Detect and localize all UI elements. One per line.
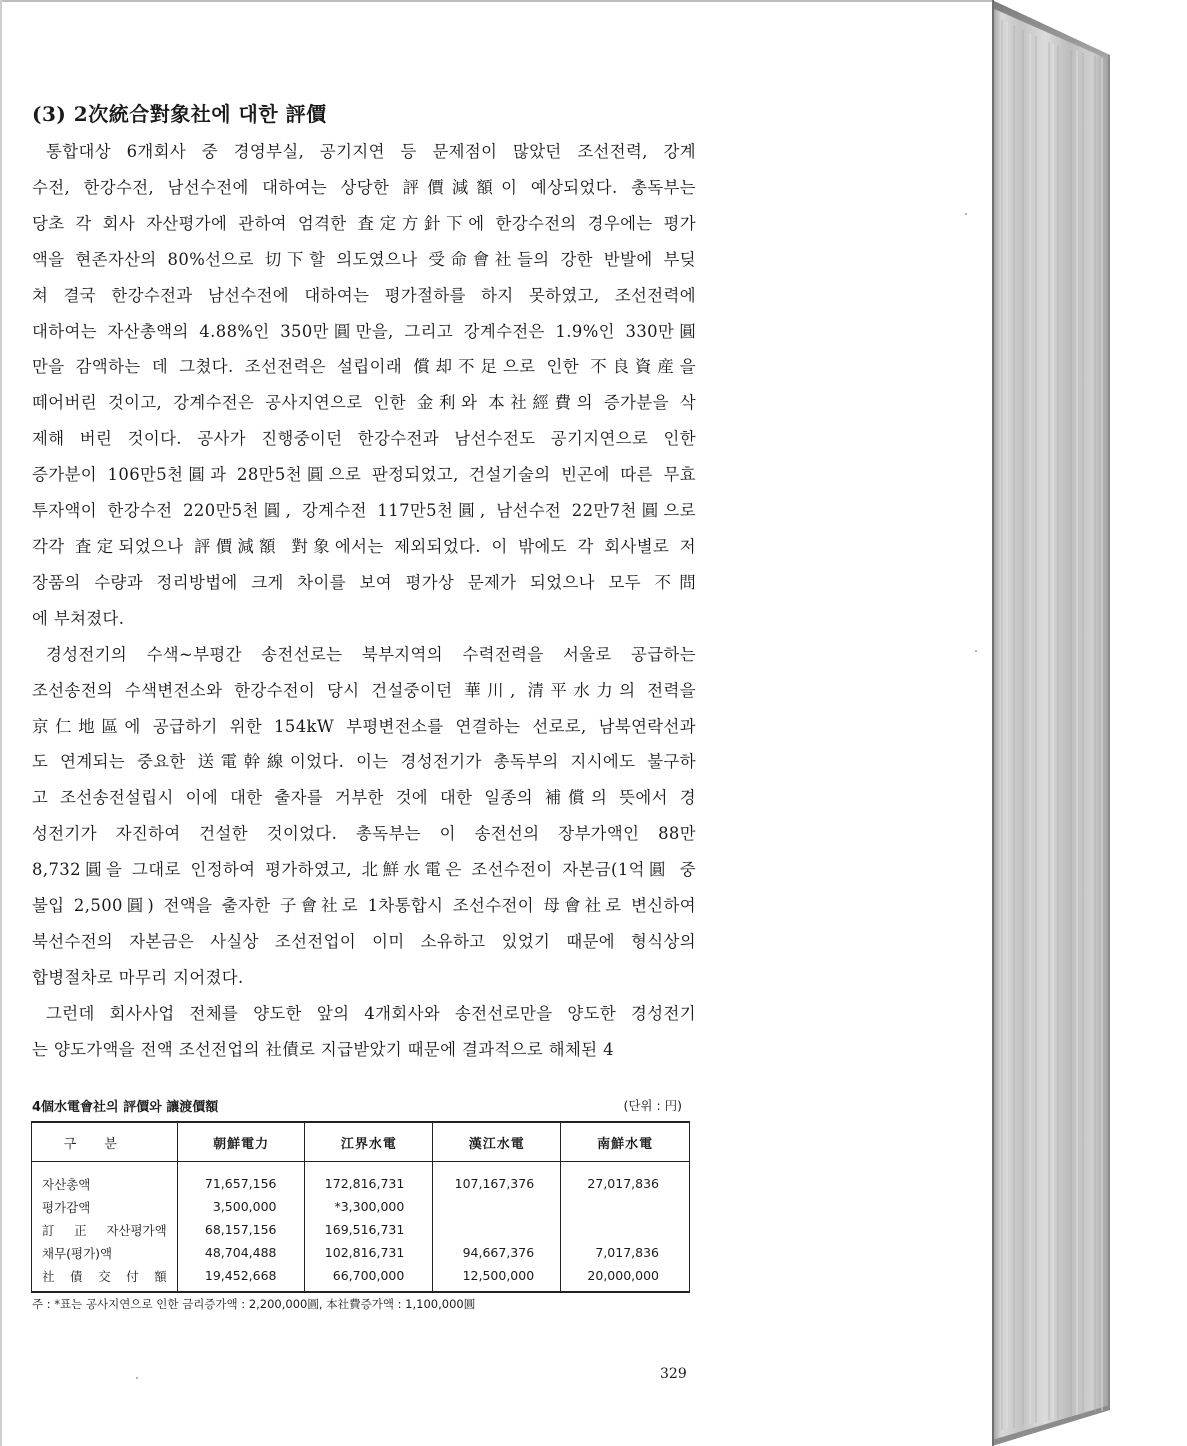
text-line: 수전, 한강수전, 남선수전에 대하여는 상당한 評價減額이 예상되었다. 총독부는 (32, 177, 696, 197)
text-line: 투자액이 한강수전 220만5천圓, 강계수전 117만5천圓, 남선수전 22만7천圓으로 (32, 501, 696, 521)
table-cell: 169,516,731 (305, 1218, 433, 1241)
table-cell: 3,500,000 (177, 1195, 305, 1218)
text-line: 8,732圓을 그대로 인정하여 평가하였고, 北鮮水電은 조선수전이 자본금(1억圓 중 (32, 860, 696, 880)
paragraph (32, 996, 696, 1068)
paragraph (32, 637, 696, 996)
text-line: 통합대상 6개회사 중 경영부실, 공기지연 등 문제점이 많았던 조선전력, 강계 (46, 142, 696, 161)
row-label: 社債交付額 (32, 1264, 178, 1292)
row-label: 평가감액 (32, 1195, 178, 1218)
table-row (32, 1195, 690, 1218)
table-footnote: 주 : *표는 공사지연으로 인한 금리증가액 : 2,200,000圓, 本社費증가액 : 1,100,000圓 (32, 1297, 476, 1311)
text-line: 그런데 회사사업 전체를 양도한 앞의 4개회사와 송전선로만을 양도한 경성전기 (46, 1003, 696, 1023)
row-label: 자산총액 (32, 1162, 178, 1196)
table-cell: 172,816,731 (305, 1162, 433, 1196)
table-cell: 48,704,488 (177, 1241, 305, 1264)
scan-speck (975, 650, 977, 652)
page-left-border (0, 0, 2, 1446)
header-col-4: 南鮮水電 (561, 1122, 690, 1162)
text-line: 성전기가 자진하여 건설한 것이었다. 총독부는 이 송전선의 장부가액인 88만 (32, 824, 696, 844)
text-line: 고 조선송전설립시 이에 대한 출자를 거부한 것에 대한 일종의 補償의 뜻에서 경 (32, 788, 696, 808)
page-top-border (0, 0, 992, 2)
table-cell: 68,157,156 (177, 1218, 305, 1241)
header-col-2: 江界水電 (305, 1122, 433, 1162)
header-col-1: 朝鮮電力 (177, 1122, 305, 1162)
text-line: 증가분이 106만5천圓과 28만5천圓으로 판정되었고, 건설기술의 빈곤에 따른 무효 (32, 465, 696, 485)
book-page-edges (992, 0, 1110, 1446)
text-line: 는 양도가액을 전액 조선전업의 社債로 지급받았기 때문에 결과적으로 해체된 4 (32, 1039, 614, 1059)
table-caption (32, 1096, 692, 1118)
scan-speck (136, 1377, 138, 1379)
table-cell (561, 1218, 690, 1241)
table-cell (561, 1195, 690, 1218)
text-line: 경성전기의 수색~부평간 송전선로는 북부지역의 수력전력을 서울로 공급하는 (46, 644, 696, 664)
text-line: 각각 査定되었으나 評價減額 對象에서는 제외되었다. 이 밖에도 각 회사별로 저 (32, 536, 696, 556)
text-line: 당초 각 회사 자산평가에 관하여 엄격한 査定方針下에 한강수전의 경우에는 평가 (32, 213, 696, 233)
text-line: 대하여는 자산총액의 4.88%인 350만圓만을, 그리고 강계수전은 1.9%인 330만圓 (32, 321, 696, 341)
text-line: 액을 현존자산의 80%선으로 切下할 의도였으나 受命會社들의 강한 반발에 부딪 (32, 249, 696, 269)
text-line: 불입 2,500圓) 전액을 출자한 子會社로 1차통합시 조선수전이 母會社로 변신하여 (32, 896, 696, 916)
scan-speck (965, 213, 967, 215)
table-row (32, 1241, 690, 1264)
text-line: 만을 감액하는 데 그쳤다. 조선전력은 설립이래 償却不足으로 인한 不良資産을 (32, 357, 696, 377)
table-row (32, 1218, 690, 1241)
table-title: 4個水電會社의 評價와 讓渡價額 (32, 1100, 219, 1115)
table-cell: 66,700,000 (305, 1264, 433, 1292)
page-stack-graphic (992, 0, 1110, 1446)
table-cell: 19,452,668 (177, 1264, 305, 1292)
text-line: 장품의 수량과 정리방법에 크게 차이를 보여 평가상 문제가 되었으나 모두 不問 (32, 572, 696, 592)
valuation-table (31, 1121, 690, 1293)
table-unit: (단위 : 円) (623, 1098, 682, 1113)
table-cell: 7,017,836 (561, 1241, 690, 1264)
table-cell: 94,667,376 (433, 1241, 561, 1264)
text-line: 제해 버린 것이다. 공사가 진행중이던 한강수전과 남선수전도 공기지연으로 인한 (32, 429, 696, 449)
header-label-cell: 구분 (32, 1122, 178, 1162)
table-cell: 102,816,731 (305, 1241, 433, 1264)
table-cell (433, 1218, 561, 1241)
table-cell (433, 1195, 561, 1218)
row-label: 채무(평가)액 (32, 1241, 178, 1264)
text-line: 도 연계되는 중요한 送電幹線이었다. 이는 경성전기가 총독부의 지시에도 불구하 (32, 752, 696, 772)
text-line: 합병절차로 마무리 지어졌다. (32, 967, 244, 987)
table-cell: 71,657,156 (177, 1162, 305, 1196)
paragraph (32, 134, 696, 637)
text-line: 쳐 결국 한강수전과 남선수전에 대하여는 평가절하를 하지 못하였고, 조선전력에 (32, 285, 696, 305)
header-col-3: 漢江水電 (433, 1122, 561, 1162)
table-header-row (32, 1122, 690, 1162)
section-heading: (3) 2次統合對象社에 대한 評價 (32, 102, 327, 126)
table-cell: 12,500,000 (433, 1264, 561, 1292)
text-line: 京仁地區에 공급하기 위한 154kW 부평변전소를 연결하는 선로로, 남북연락선과 (32, 716, 696, 736)
table-row (32, 1264, 690, 1292)
body-text (32, 134, 696, 1068)
page-number: 329 (660, 1366, 687, 1382)
table-cell: 107,167,376 (433, 1162, 561, 1196)
text-line: 에 부쳐졌다. (32, 608, 125, 628)
row-label: 訂正자산평가액 (32, 1218, 178, 1241)
text-line: 북선수전의 자본금은 사실상 조선전업이 이미 소유하고 있었기 때문에 형식상의 (32, 931, 696, 951)
table-cell: 27,017,836 (561, 1162, 690, 1196)
text-line: 조선송전의 수색변전소와 한강수전이 당시 건설중이던 華川, 清平水力의 전력을 (32, 680, 696, 700)
table-cell: 20,000,000 (561, 1264, 690, 1292)
table-row (32, 1162, 690, 1196)
text-line: 떼어버린 것이고, 강계수전은 공사지연으로 인한 金利와 本社經費의 증가분을 삭 (32, 393, 696, 413)
table-cell: *3,300,000 (305, 1195, 433, 1218)
